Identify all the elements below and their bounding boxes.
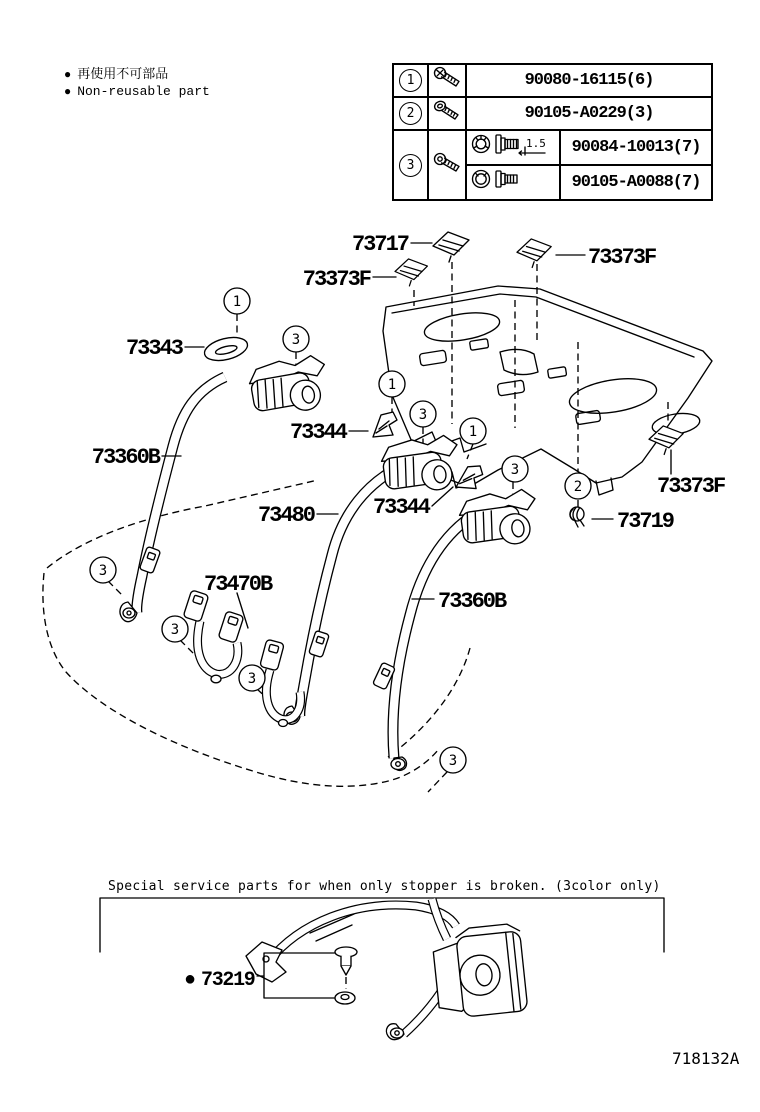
callout-3	[502, 456, 528, 482]
clip-73717	[433, 232, 469, 262]
svg-text:3: 3	[291, 332, 301, 348]
callout-3	[162, 616, 188, 642]
doc-number: 718132A	[672, 1049, 740, 1068]
svg-text:1: 1	[468, 424, 478, 440]
svg-text:1: 1	[232, 294, 242, 310]
stopper-top	[335, 947, 357, 975]
clip-73373f	[395, 259, 427, 286]
callout-1	[379, 371, 405, 397]
part-number: 90084-10013(7)	[571, 138, 701, 157]
label-73373f: 73373F	[588, 245, 656, 270]
belt-right	[373, 512, 478, 770]
label-73219: 73219	[201, 969, 255, 992]
label-73343: 73343	[125, 336, 182, 361]
svg-text:2: 2	[573, 479, 583, 495]
svg-text:3: 3	[247, 671, 257, 687]
retractor-center	[379, 434, 463, 497]
special-service-section	[100, 879, 664, 1040]
svg-text:3: 3	[170, 622, 180, 638]
legend-text-en: Non-reusable part	[77, 84, 210, 99]
non-reusable-bullet-icon: ●	[184, 969, 195, 992]
svg-text:3: 3	[418, 407, 428, 423]
callout-2-badge: 2	[399, 102, 422, 125]
callout-3-badge: 3	[399, 154, 422, 177]
part-number: 90105-A0088(7)	[571, 173, 701, 192]
label-73373f: 73373F	[657, 474, 725, 499]
label-73344: 73344	[372, 495, 429, 520]
buckle-set-a	[183, 590, 244, 683]
callout-3	[410, 401, 436, 427]
svg-text:1.5: 1.5	[526, 137, 546, 150]
stopper-bottom	[335, 992, 355, 1004]
special-section-title: Special service parts for when only stopper is broken. (3color only)	[108, 879, 661, 894]
buckle-set-b	[260, 639, 301, 726]
label-73373f: 73373F	[302, 267, 370, 292]
label-73470b: 73470B	[204, 572, 272, 597]
svg-text:3: 3	[448, 753, 458, 769]
svg-text:3: 3	[98, 563, 108, 579]
callout-3	[283, 326, 309, 352]
svg-text:3: 3	[510, 462, 520, 478]
label-73480: 73480	[257, 503, 314, 528]
non-reusable-bullet-icon: ●	[64, 84, 72, 99]
retractor-left	[247, 354, 332, 420]
callout-3	[440, 747, 466, 773]
label-73719: 73719	[617, 509, 674, 534]
label-73344: 73344	[289, 420, 346, 445]
retractor-right	[457, 488, 541, 551]
part-number: 90080-16115(6)	[524, 71, 654, 90]
label-73360b: 73360B	[438, 589, 506, 614]
callout-1	[460, 418, 486, 444]
label-73717: 73717	[351, 232, 408, 257]
part-number: 90105-A0229(3)	[524, 104, 654, 123]
legend-text-jp: 再使用不可部品	[77, 67, 169, 82]
shoulder-anchor-73343	[202, 333, 250, 364]
callout-3	[239, 665, 265, 691]
svg-text:1: 1	[387, 377, 397, 393]
non-reusable-bullet-icon: ●	[64, 67, 72, 82]
anchor-73344	[456, 462, 484, 491]
label-73360b: 73360B	[91, 445, 159, 470]
clip-73373f	[517, 239, 551, 268]
callout-3	[90, 557, 116, 583]
callout-1	[224, 288, 250, 314]
grommet-73719	[570, 507, 584, 527]
callout-2	[565, 473, 591, 499]
anchor-73344	[373, 412, 397, 437]
callout-1-badge: 1	[399, 69, 422, 92]
